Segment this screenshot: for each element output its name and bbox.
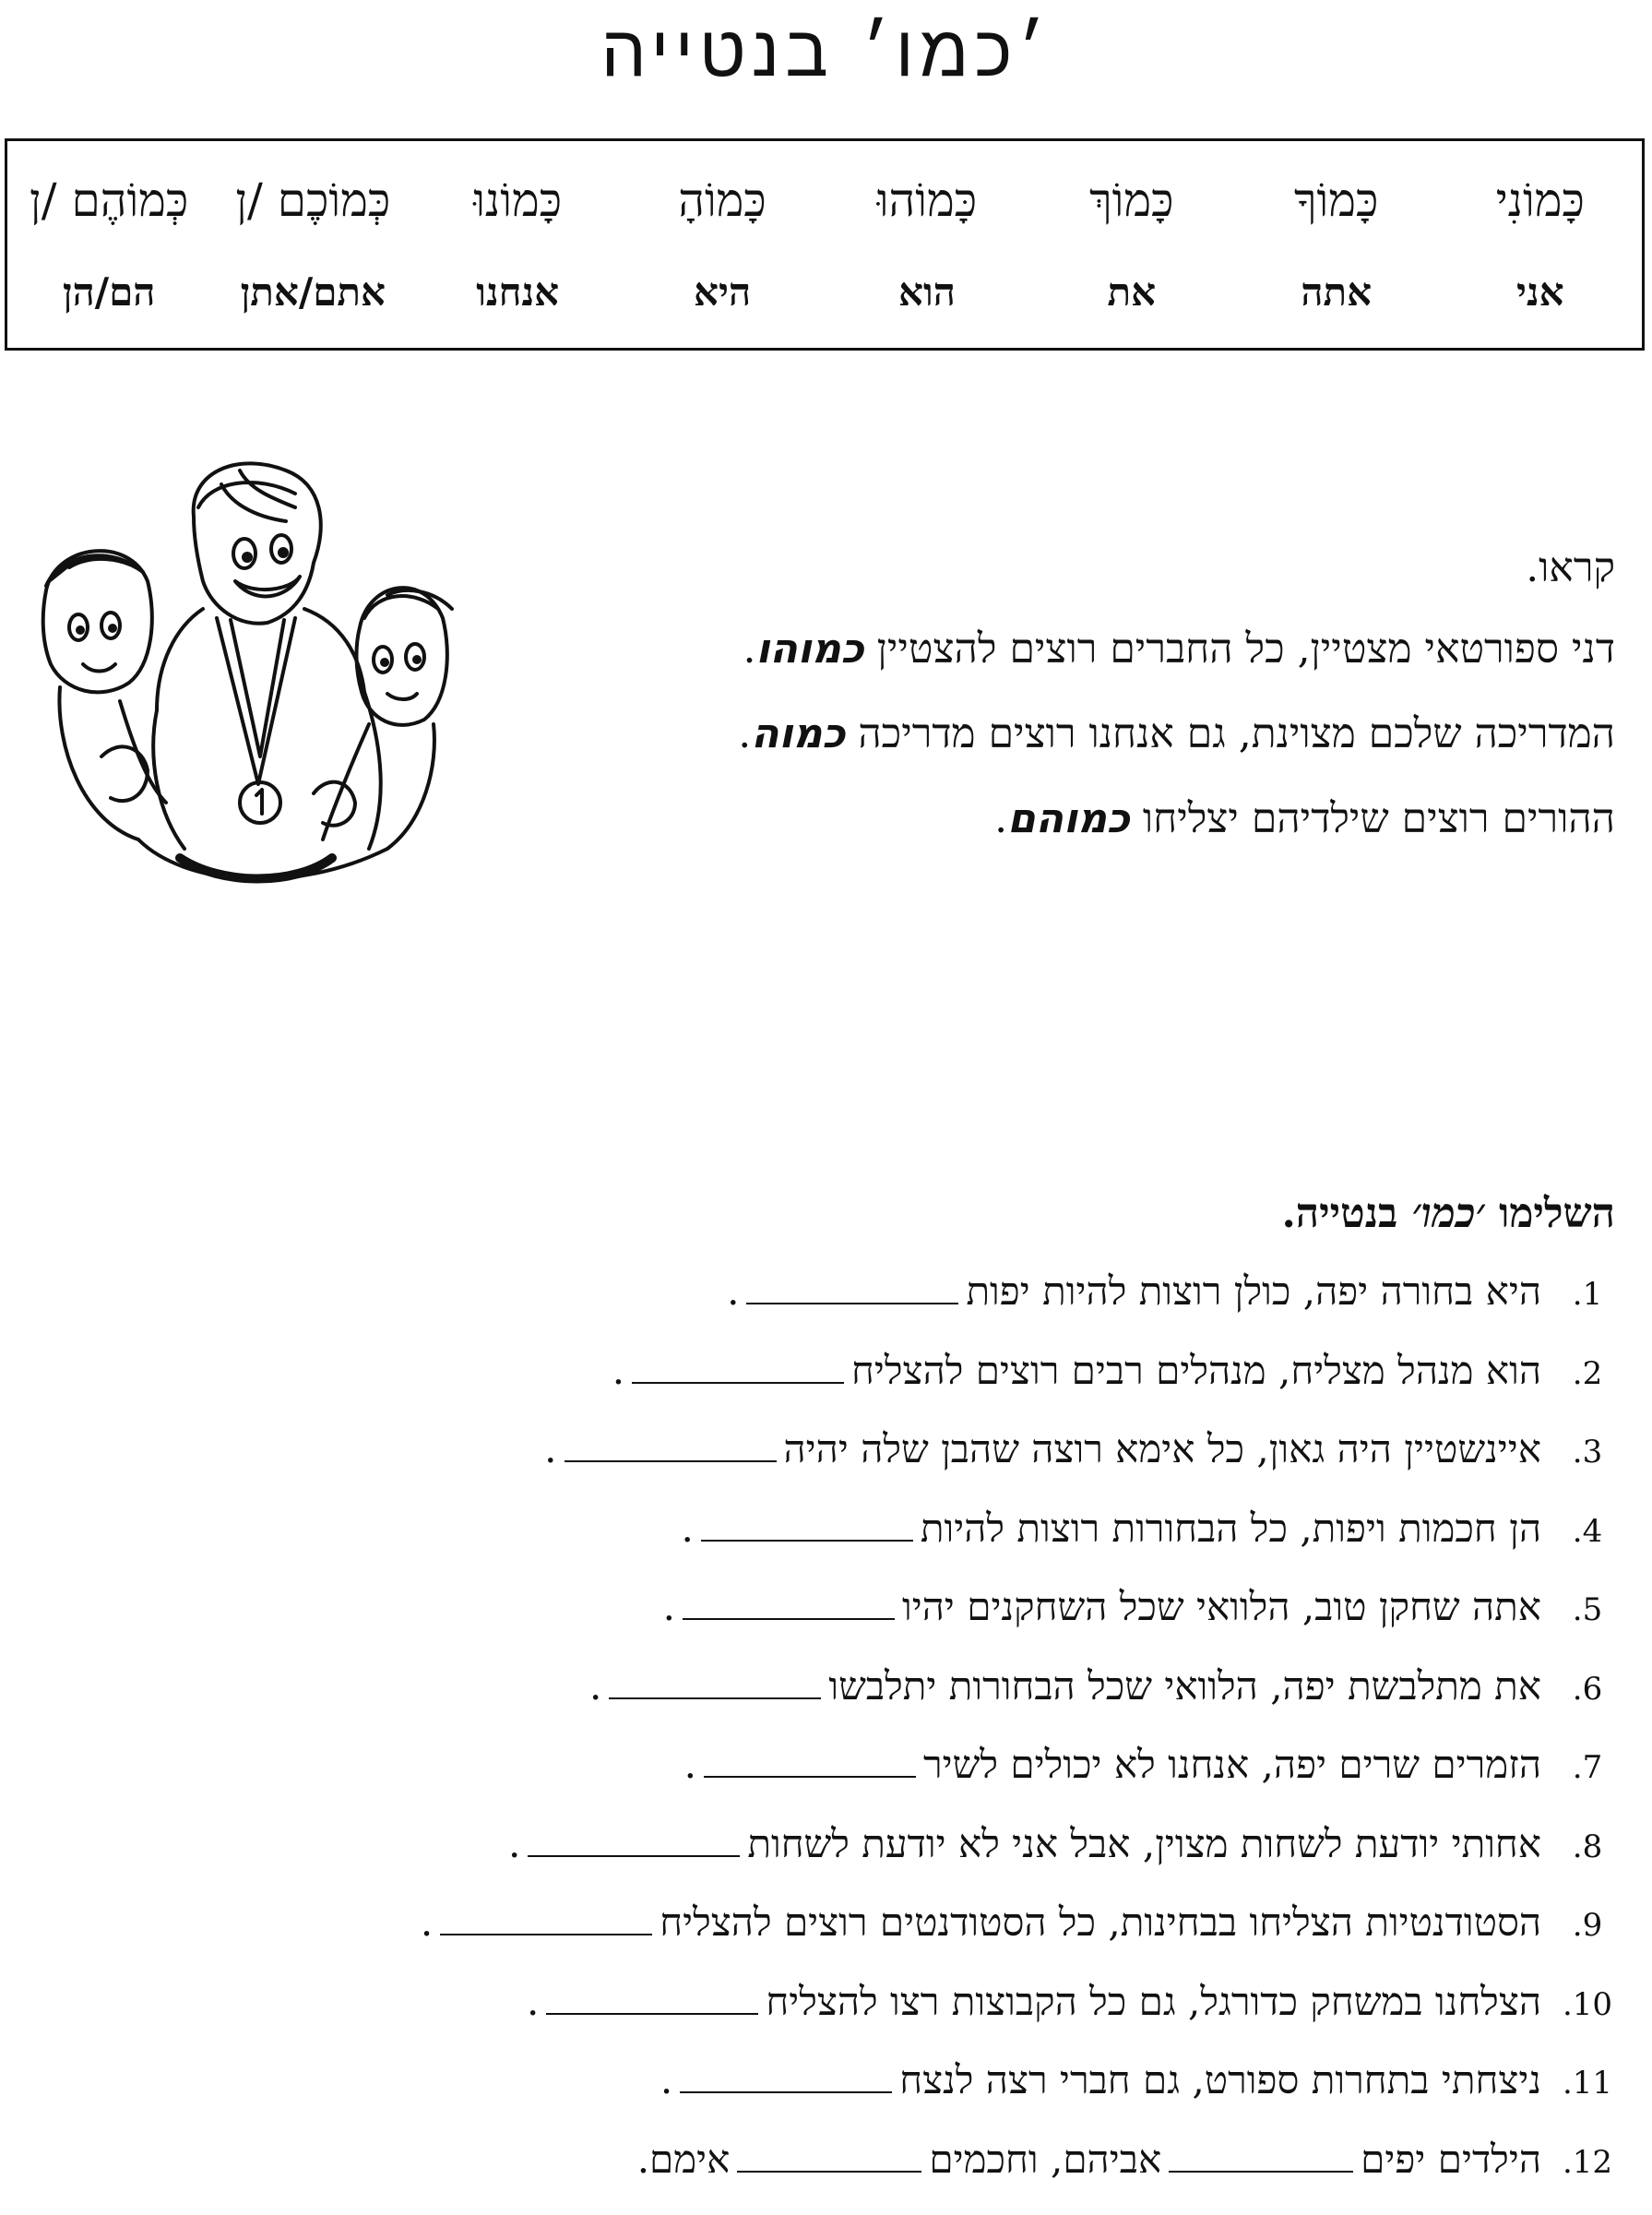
exercise-item [10,1506,1634,1585]
form-cell: כָּמוֹנִי [1439,140,1644,247]
exercise-item [10,1979,1634,2058]
pronoun-cell: אני [1439,246,1644,350]
emphasized-word: כמוה [751,710,845,757]
answer-blank[interactable] [632,1351,844,1384]
answer-blank[interactable] [565,1429,777,1462]
exercise-item [10,2057,1634,2137]
item-text: הזמרים שרים יפה, אנחנו לא יכולים לשיר [923,1742,1541,1788]
item-period: . [527,1979,539,2024]
answer-blank[interactable] [546,1982,758,2015]
athletes-illustration [18,452,470,932]
item-period: . [663,1584,675,1629]
page-title: ׳כמו׳ בנטייה [0,9,1652,93]
item-text: איינשטיין היה גאון, כל אימא רוצה שהבן שלה יהיה [784,1426,1541,1472]
exercise-item [10,1348,1634,1427]
pronouns-row [6,246,1644,350]
item-text: הן חכמות ויפות, כל הבחורות רוצות להיות [921,1506,1541,1552]
answer-blank[interactable] [609,1666,821,1699]
exercise-item [10,1584,1634,1663]
form-cell: כָּמוֹהָ [620,140,825,247]
emphasized-word: כמוהם [1007,795,1130,842]
pronoun-table [5,138,1645,351]
item-period: . [612,1348,624,1393]
item-text: הוא מנהל מצליח, מנהלים רבים רוצים להצליח [851,1348,1541,1394]
answer-blank[interactable] [440,1902,652,1935]
item-text: היא בחורה יפה, כולן רוצות להיות יפות [966,1268,1541,1315]
item-period: . [727,1268,739,1314]
answer-blank[interactable] [1169,2139,1353,2173]
item-period: . [508,1821,520,1866]
answer-blank[interactable] [701,1508,913,1542]
form-cell: כְּמוֹכֶם /ן [210,140,415,247]
reading-heading: קראו. [508,526,1615,611]
pronoun-cell: את [1029,246,1234,350]
exercise-item [10,1821,1634,1900]
exercise-list [10,1268,1634,2215]
item-number: 3. [1541,1434,1634,1471]
answer-blank[interactable] [704,1745,916,1778]
form-cell: כָּמוֹנוּ [415,140,620,247]
item-number: 10. [1541,1986,1634,2023]
item-number: 4. [1541,1513,1634,1550]
item-number: 6. [1541,1671,1634,1708]
answer-blank[interactable] [683,1587,895,1620]
item-number: 1. [1541,1276,1634,1313]
reading-passage [508,526,1615,862]
item-number: 8. [1541,1828,1634,1865]
item-text: הסטודנטיות הצליחו בבחינות, כל הסטודנטים רוצים להצליח [660,1899,1541,1946]
exercise-item [10,1742,1634,1821]
answer-blank[interactable] [737,2139,921,2173]
exercise-item [10,2137,1634,2215]
reading-line: המדריכה שלכם מצוינת, גם אנחנו רוצים מדריכה כמוה. [508,692,1615,777]
pronoun-cell: אתה [1234,246,1439,350]
item-number: 9. [1541,1907,1634,1944]
reading-line: דני ספורטאי מצטיין, כל החברים רוצים להצטיין כמוהו. [508,607,1615,692]
exercise-item [10,1899,1634,1979]
item-period: . [589,1663,601,1709]
item-text: אימם. [637,2137,731,2183]
item-text: ניצחתי בתחרות ספורט, גם חברי רצה לנצח [899,2057,1541,2103]
form-cell: כָּמוֹךְ [1029,140,1234,247]
pronoun-cell: הם/הן [6,246,211,350]
exercise-item [10,1426,1634,1506]
answer-blank[interactable] [528,1824,740,1857]
answer-blank[interactable] [680,2060,892,2093]
form-cell: כָּמוֹךָ [1234,140,1439,247]
reading-line: ההורים רוצים שילדיהם יצליחו כמוהם. [508,777,1615,862]
answer-blank[interactable] [746,1271,958,1304]
pronoun-cell: אנחנו [415,246,620,350]
exercise-heading: השלימו ׳כמו׳ בנטייה. [1281,1190,1615,1237]
item-period: . [684,1742,696,1787]
item-text: את מתלבשת יפה, הלוואי שכל הבחורות יתלבשו [828,1663,1541,1709]
form-cell: כְּמוֹהֶם /ן [6,140,211,247]
pronoun-cell: היא [620,246,825,350]
item-period: . [660,2057,672,2102]
item-text: אחותי יודעת לשחות מצוין, אבל אני לא יודעת לשחות [747,1821,1541,1867]
item-number: 7. [1541,1749,1634,1786]
form-cell: כָּמוֹהוּ [825,140,1029,247]
item-text: הצלחנו במשחק כדורגל, גם כל הקבוצות רצו להצליח [766,1979,1541,2025]
item-text: הילדים יפים [1361,2137,1541,2183]
exercise-item [10,1268,1634,1348]
item-text: אתה שחקן טוב, הלוואי שכל השחקנים יהיו [902,1584,1541,1630]
item-number: 2. [1541,1355,1634,1392]
item-period: . [421,1899,433,1945]
item-number: 11. [1541,2065,1634,2102]
pronoun-cell: הוא [825,246,1029,350]
item-period: . [544,1426,556,1471]
emphasized-word: כמוהו [755,625,863,673]
kmo-forms-row [6,140,1644,247]
item-period: . [681,1506,693,1551]
item-number: 12. [1541,2144,1634,2181]
item-number: 5. [1541,1591,1634,1628]
exercise-item [10,1663,1634,1743]
pronoun-cell: אתם/אתן [210,246,415,350]
item-text: אביהם, וחכמים [929,2137,1161,2183]
